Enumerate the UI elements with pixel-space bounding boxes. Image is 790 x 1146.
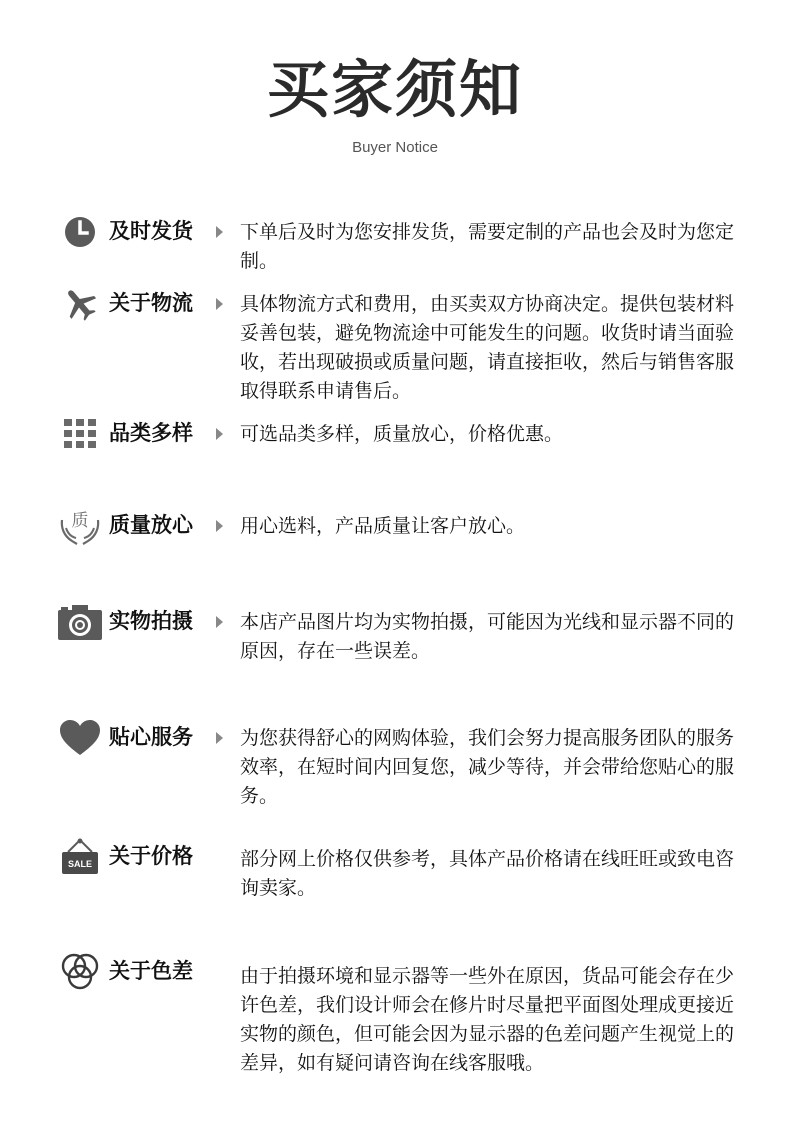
notice-label: 实物拍摄 (109, 609, 193, 633)
page-title: 买家须知 (266, 53, 523, 126)
sale-sign-icon (58, 837, 102, 877)
sale-sign-text: SALE (67, 859, 93, 869)
notice-text: 为您获得舒心的网购体验，我们会努力提高服务团队的服务效率，在短时间内回复您，减少等待，并会带给您贴心的服务。 (240, 727, 735, 807)
color-circles-icon (58, 952, 102, 992)
chevron-right-icon (216, 428, 223, 440)
page-subtitle: Buyer Notice (352, 139, 438, 156)
notice-label: 关于价格 (109, 844, 193, 868)
notice-label: 及时发货 (109, 219, 193, 243)
clock-icon (58, 212, 102, 252)
notice-label: 贴心服务 (109, 725, 193, 749)
notice-text: 用心选料，产品质量让客户放心。 (240, 515, 526, 537)
camera-icon (58, 602, 102, 642)
airplane-icon (58, 284, 102, 324)
notice-text: 本店产品图片均为实物拍摄，可能因为光线和显示器不同的原因，存在一些误差。 (240, 611, 735, 662)
heart-icon (58, 718, 102, 758)
quality-icon-glyph: 质 (71, 511, 89, 531)
chevron-right-icon (216, 732, 223, 744)
chevron-right-icon (216, 520, 223, 532)
chevron-right-icon (216, 616, 223, 628)
notice-text: 由于拍摄环境和显示器等一些外在原因，货品可能会存在少许色差，我们设计师会在修片时尽量把平面图处理成更接近实物的颜色，但可能会因为显示器的色差问题产生视觉上的差异，如有疑问请咨询在线客服哦。 (240, 965, 735, 1074)
notice-label: 质量放心 (109, 513, 193, 537)
chevron-right-icon (216, 298, 223, 310)
notice-label: 关于色差 (109, 959, 193, 983)
grid-icon (58, 414, 102, 454)
chevron-right-icon (216, 226, 223, 238)
notice-text: 下单后及时为您安排发货，需要定制的产品也会及时为您定制。 (240, 221, 735, 272)
quality-hands-icon (58, 506, 102, 546)
notice-text: 部分网上价格仅供参考，具体产品价格请在线旺旺或致电咨询卖家。 (240, 848, 735, 899)
notice-text: 具体物流方式和费用，由买卖双方协商决定。提供包装材料妥善包装，避免物流途中可能发生的问题。收货时请当面验收，若出现破损或质量问题，请直接拒收，然后与销售客服取得联系申请售后。 (240, 293, 735, 402)
notice-label: 关于物流 (109, 291, 193, 315)
notice-text: 可选品类多样，质量放心，价格优惠。 (240, 423, 564, 445)
notice-label: 品类多样 (109, 421, 193, 445)
